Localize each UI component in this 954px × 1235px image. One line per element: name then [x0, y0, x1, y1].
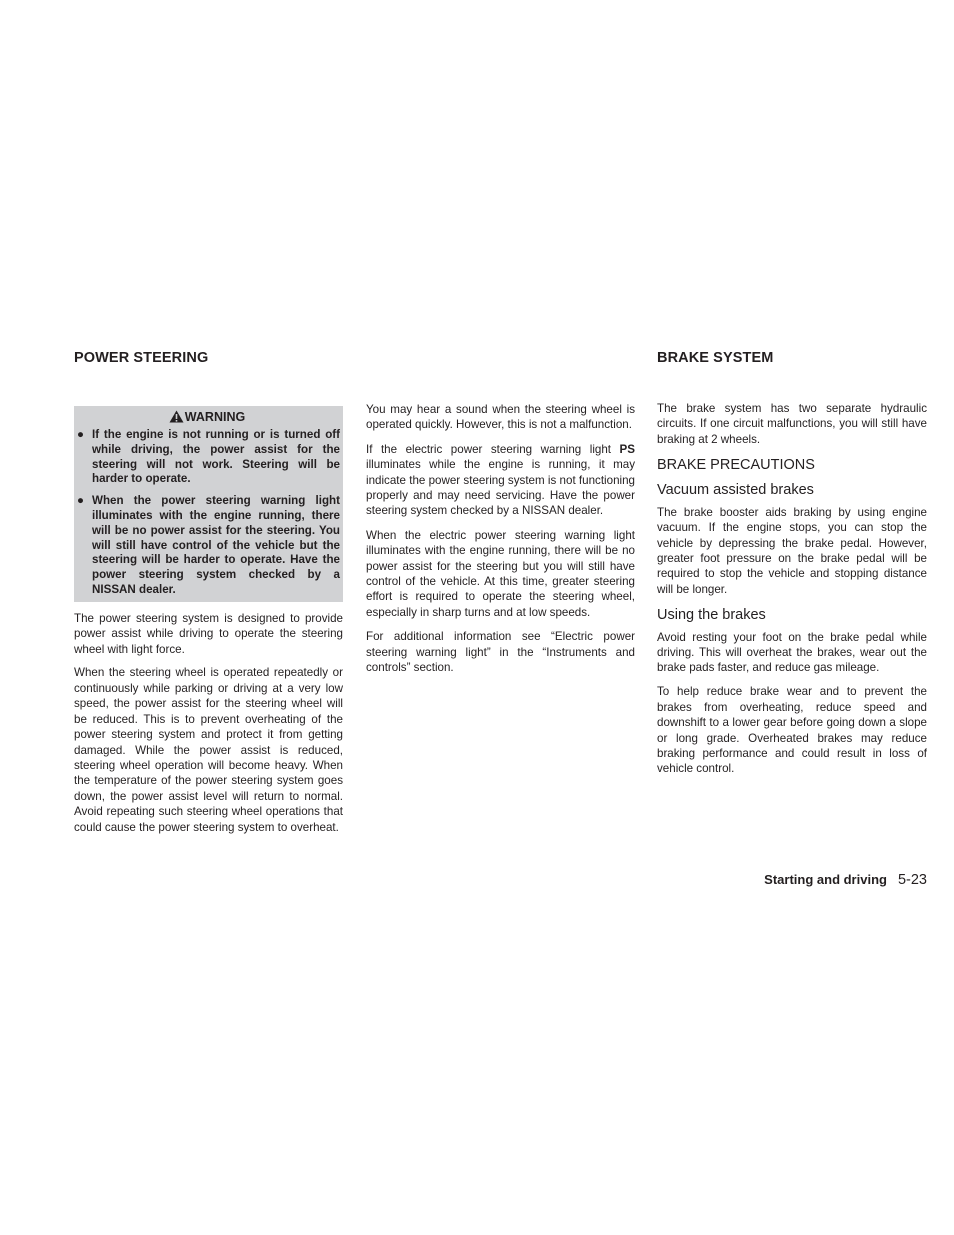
- ps-indicator-label: PS: [619, 442, 635, 456]
- paragraph: When the steering wheel is operated repeatedly or continuously while parking or driving at a very low speed, the power assist for the steering wheel will be reduced. This is to prevent overheating of the power steering system and protect it from getting damaged. While the power assist is reduced, steering wheel operation will become heavy. When the temperature of the power steering system goes down, the power assist level will return to normal. Avoid repeating such steering wheel operations that could cause the power steering system to overheat.: [74, 666, 343, 834]
- paragraph: The brake system has two separate hydraulic circuits. If one circuit malfunctions, you will still have braking at 2 wheels.: [657, 402, 927, 446]
- power-steering-heading: POWER STEERING: [74, 350, 209, 366]
- text-run: illuminates while the engine is running, it may indicate the power steering system is not functioning properly and may need servicing. Have the power steering system checked by a NISSAN dealer.: [366, 458, 635, 518]
- column-left: [74, 349, 343, 843]
- column-right: [657, 349, 927, 785]
- brake-precautions-heading: BRAKE PRECAUTIONS: [657, 456, 815, 473]
- warning-triangle-icon: [169, 410, 184, 423]
- footer-section-title: Starting and driving: [764, 872, 887, 887]
- paragraph: For additional information see “Electric power steering warning light” in the “Instruments and controls” section.: [366, 630, 635, 675]
- paragraph: You may hear a sound when the steering wheel is operated quickly. However, this is not a malfunction.: [366, 403, 635, 432]
- warning-item: [74, 494, 340, 598]
- warning-list: [74, 428, 340, 598]
- vacuum-brakes-heading: Vacuum assisted brakes: [657, 481, 814, 498]
- paragraph: [366, 442, 635, 519]
- warning-box: [74, 406, 343, 602]
- column-middle: [366, 402, 635, 685]
- bullet-icon: ●: [77, 494, 85, 508]
- paragraph: The power steering system is designed to provide power assist while driving to operate the steering wheel with light force.: [74, 611, 343, 656]
- warning-item: [74, 428, 340, 487]
- text-run: If the electric power steering warning light: [366, 442, 620, 456]
- warning-title: WARNING: [184, 410, 246, 424]
- paragraph: Avoid resting your foot on the brake pedal while driving. This will overheat the brakes, wear out the brake pads faster, and reduce gas mileage.: [657, 630, 927, 675]
- warning-item-text: When the power steering warning light illuminates with the engine running, there will be no power assist for the steering. You will still have control of the vehicle but the steering will be harder to operate. Have the power steering system checked by a NISSAN dealer.: [92, 494, 340, 596]
- brake-system-heading: BRAKE SYSTEM: [657, 350, 774, 366]
- using-brakes-heading: Using the brakes: [657, 606, 766, 623]
- paragraph: When the electric power steering warning light illuminates with the engine running, there will be no power assist for the steering but you will still have control of the vehicle. At this time, greater steering effort is required to operate the steering wheel, especially in sharp turns and at low speeds.: [366, 528, 635, 619]
- page-number: 5-23: [897, 872, 927, 888]
- bullet-icon: ●: [77, 428, 85, 441]
- warning-header: [74, 409, 340, 426]
- paragraph: The brake booster aids braking by using engine vacuum. If the engine stops, you can stop the vehicle by depressing the brake pedal. However, greater foot pressure on the brake pedal will be required to stop the vehicle and stopping distance will be longer.: [657, 505, 927, 596]
- paragraph: To help reduce brake wear and to prevent the brakes from overheating, reduce speed and downshift to a lower gear before going down a slope or long grade. Overheated brakes may reduce braking performance and could result in loss of vehicle control.: [657, 685, 927, 776]
- warning-item-text: If the engine is not running or is turned off while driving, the power assist for the steering will not work. Steering will be harder to operate.: [92, 428, 340, 486]
- page-footer: [764, 871, 927, 889]
